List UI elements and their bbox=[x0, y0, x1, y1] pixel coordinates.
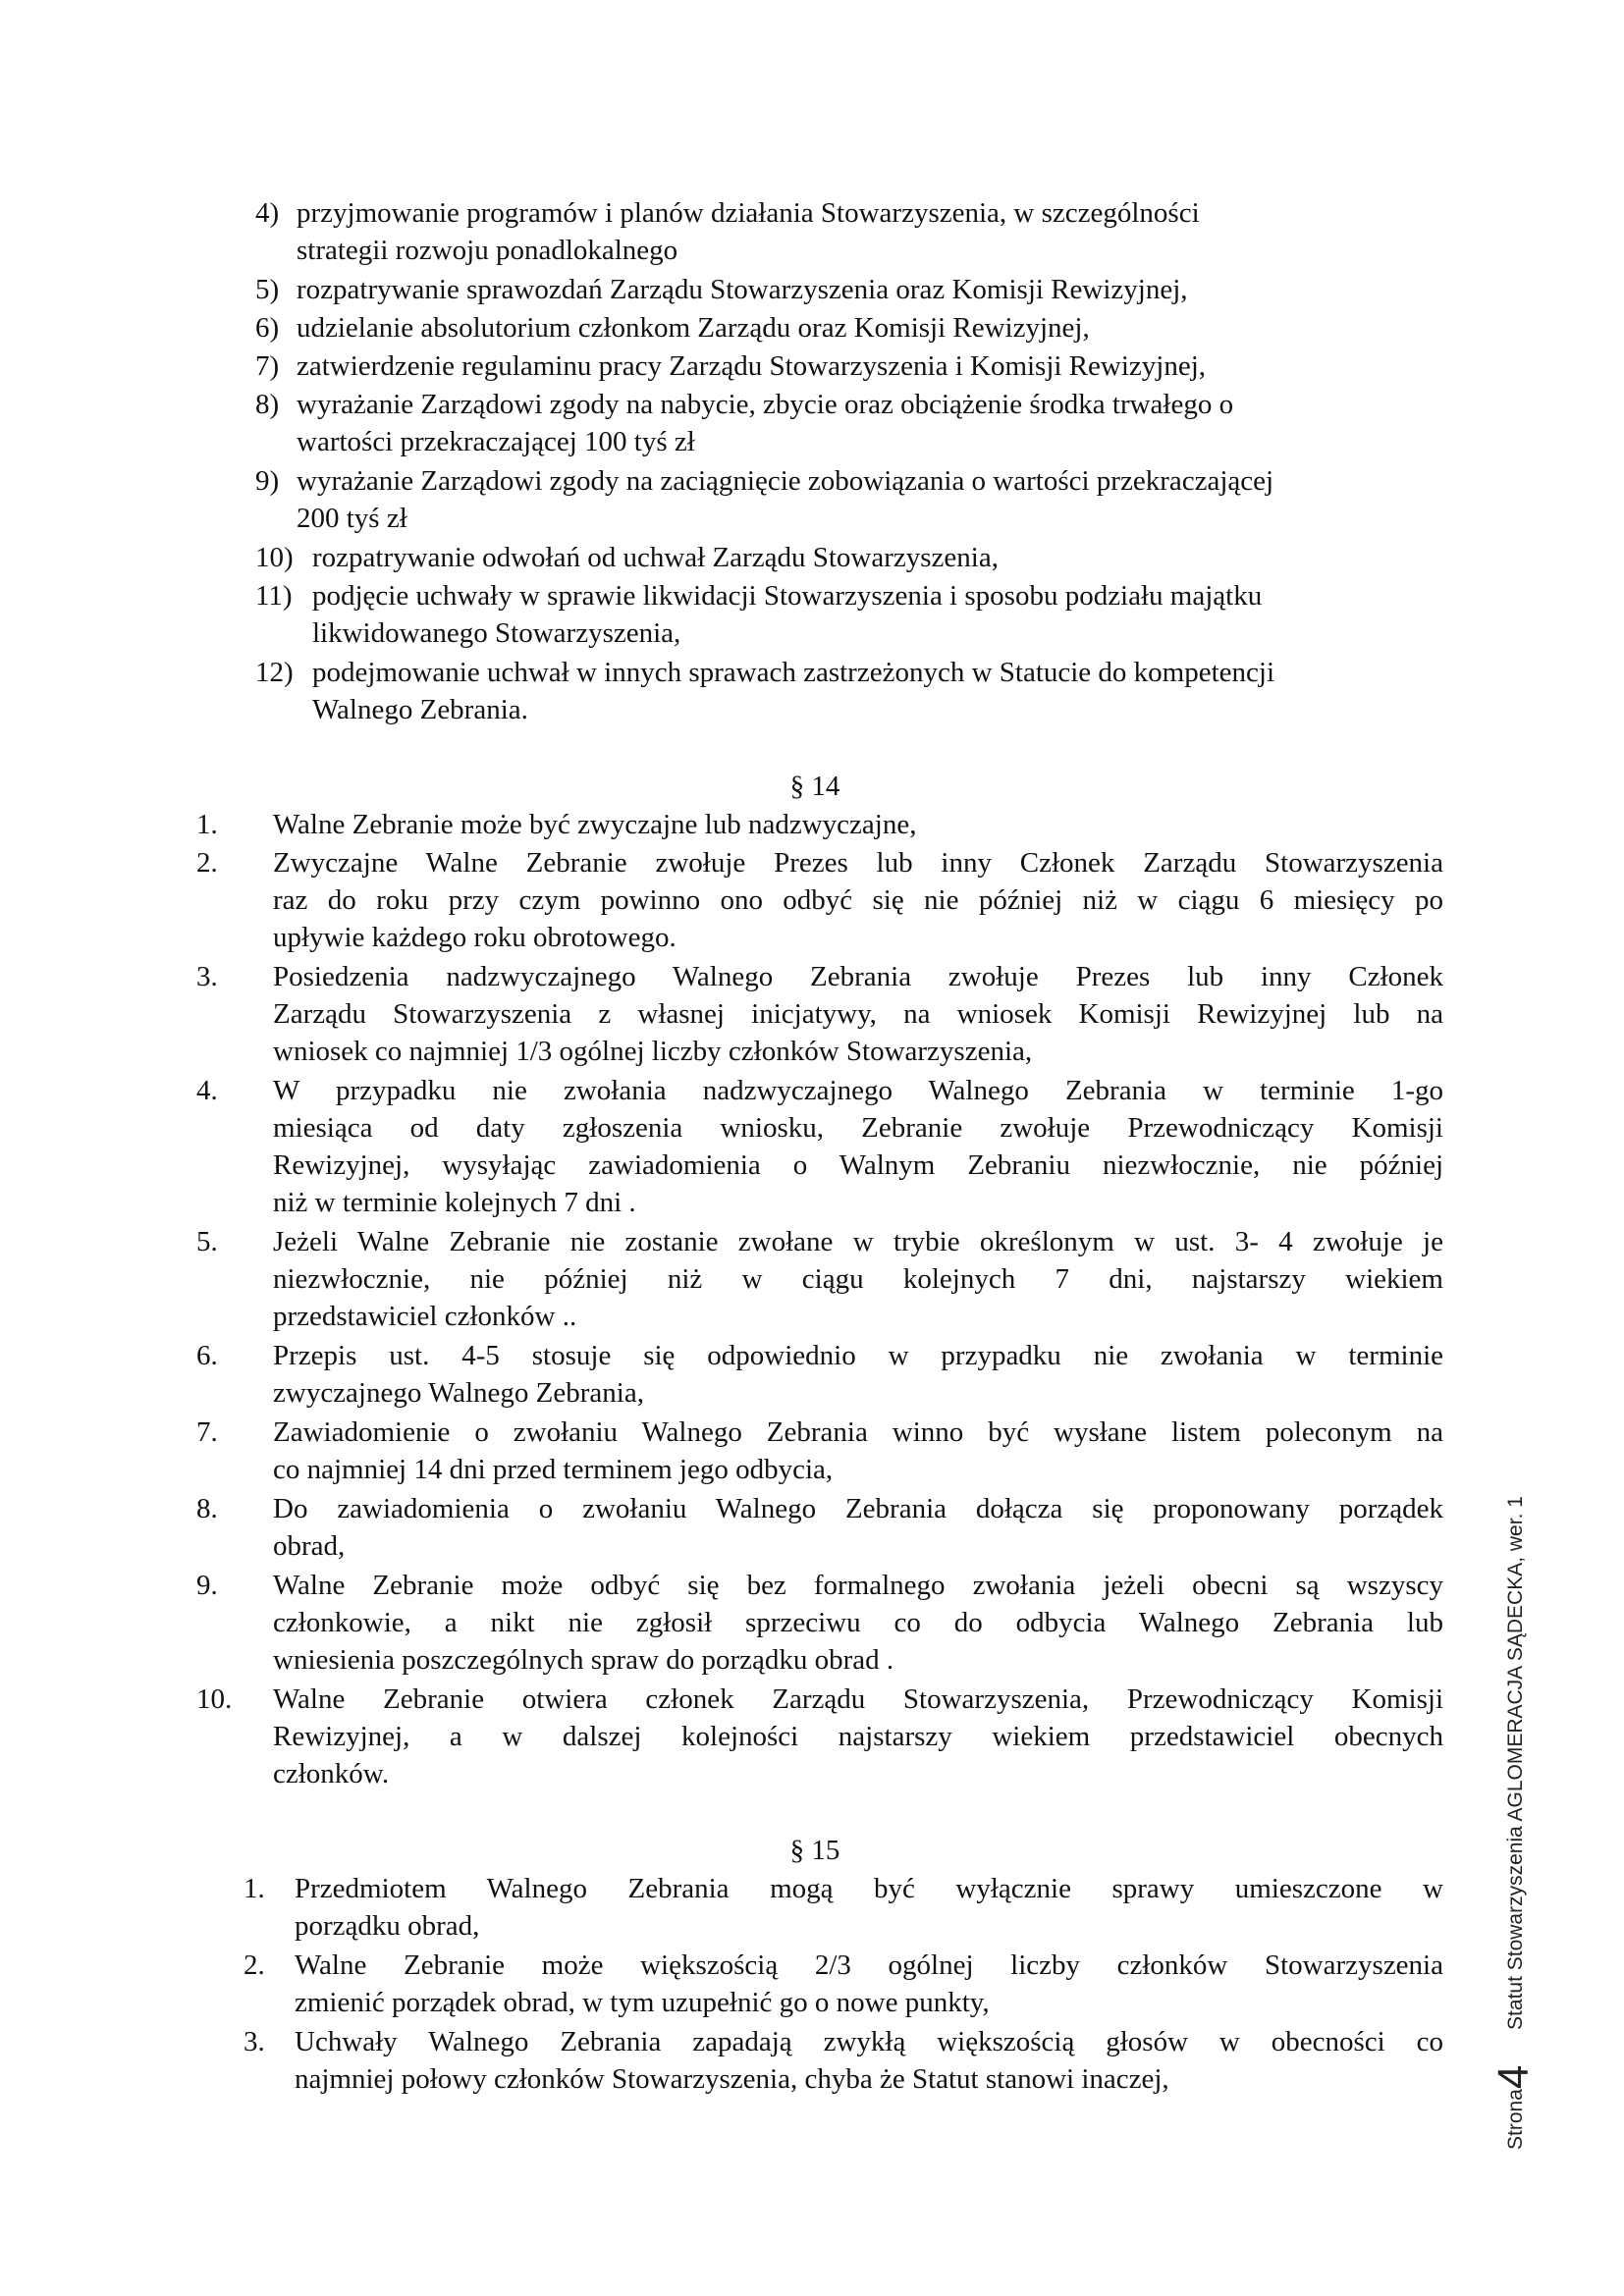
list-item-number: 7) bbox=[255, 350, 280, 382]
list-item-text: najmniej połowy członków Stowarzyszenia, chyba że Statut stanowi inaczej, bbox=[295, 2063, 1169, 2095]
list-item-text: Walnego Zebrania. bbox=[312, 694, 528, 725]
list-item-text: upływie każdego roku obrotowego. bbox=[273, 922, 677, 953]
list-item-text: niezwłocznie, nie później niż w ciągu kolejnych 7 dni, najstarszy wiekiem bbox=[273, 1263, 1443, 1295]
list-item-number: 2. bbox=[196, 847, 218, 879]
list-item-text: Jeżeli Walne Zebranie nie zostanie zwołane w trybie określonym w ust. 3- 4 zwołuje je bbox=[273, 1226, 1443, 1257]
list-item-text: Walne Zebranie otwiera członek Zarządu Stowarzyszenia, Przewodniczący Komisji bbox=[273, 1683, 1443, 1715]
list-item-number: 3. bbox=[244, 2026, 265, 2057]
list-item-text: raz do roku przy czym powinno ono odbyć się nie później niż w ciągu 6 miesięcy po bbox=[273, 884, 1443, 916]
list-item-number: 9. bbox=[196, 1570, 218, 1601]
list-item-text: W przypadku nie zwołania nadzwyczajnego Walnego Zebrania w terminie 1-go bbox=[273, 1075, 1443, 1106]
list-item-text: zatwierdzenie regulaminu pracy Zarządu Stowarzyszenia i Komisji Rewizyjnej, bbox=[297, 350, 1207, 382]
list-item-text: udzielanie absolutorium członkom Zarządu oraz Komisji Rewizyjnej, bbox=[297, 312, 1090, 344]
list-item-text: przedstawiciel członków .. bbox=[273, 1301, 577, 1332]
list-item-text: Rewizyjnej, a w dalszej kolejności najstarszy wiekiem przedstawiciel obecnych bbox=[273, 1721, 1443, 1752]
list-item-text: wniosek co najmniej 1/3 ogólnej liczby członków Stowarzyszenia, bbox=[273, 1036, 1033, 1067]
list-item-number: 8. bbox=[196, 1493, 218, 1524]
page-label: Strona bbox=[1504, 2089, 1527, 2150]
list-item-text: Do zawiadomienia o zwołaniu Walnego Zebrania dołącza się proponowany porządek bbox=[273, 1493, 1443, 1524]
list-item-number: 5. bbox=[196, 1226, 218, 1257]
list-item-text: 200 tyś zł bbox=[297, 503, 407, 534]
list-item-text: co najmniej 14 dni przed terminem jego odbycia, bbox=[273, 1454, 834, 1485]
list-item-number: 12) bbox=[255, 657, 294, 688]
list-item-text: wartości przekraczającej 100 tyś zł bbox=[297, 426, 695, 457]
section-14-heading: § 14 bbox=[789, 771, 840, 802]
list-item-text: Zawiadomienie o zwołaniu Walnego Zebrania winno być wysłane listem poleconym na bbox=[273, 1416, 1443, 1448]
list-item-text: Uchwały Walnego Zebrania zapadają zwykłą większością głosów w obecności co bbox=[295, 2026, 1443, 2057]
list-item-text: porządku obrad, bbox=[295, 1910, 480, 1942]
list-item-text: podjęcie uchwały w sprawie likwidacji Stowarzyszenia i sposobu podziału majątku bbox=[312, 580, 1263, 612]
list-item-text: Walne Zebranie może odbyć się bez formalnego zwołania jeżeli obecni są wszyscy bbox=[273, 1570, 1443, 1601]
document-name: Statut Stowarzyszenia AGLOMERACJA SĄDECKA, wer. 1 bbox=[1504, 1496, 1527, 2030]
list-item-text: Rewizyjnej, wysyłając zawiadomienia o Walnym Zebraniu niezwłocznie, nie później bbox=[273, 1149, 1443, 1181]
list-item-text: członków. bbox=[273, 1758, 390, 1789]
list-item-text: Posiedzenia nadzwyczajnego Walnego Zebrania zwołuje Prezes lub inny Członek bbox=[273, 961, 1443, 992]
list-item-text: Zwyczajne Walne Zebranie zwołuje Prezes lub inny Członek Zarządu Stowarzyszenia bbox=[273, 847, 1443, 879]
list-item-text: strategii rozwoju ponadlokalnego bbox=[297, 235, 678, 266]
list-item-text: Przepis ust. 4-5 stosuje się odpowiednio w przypadku nie zwołania w terminie bbox=[273, 1340, 1443, 1371]
list-item-number: 4) bbox=[255, 197, 280, 229]
list-item-number: 10) bbox=[255, 542, 294, 573]
list-item-text: zmienić porządek obrad, w tym uzupełnić go o nowe punkty, bbox=[295, 1987, 990, 2018]
list-item-number: 9) bbox=[255, 465, 280, 497]
list-item-number: 6) bbox=[255, 312, 280, 344]
list-item-number: 4. bbox=[196, 1075, 218, 1106]
list-item-text: Walne Zebranie może większością 2/3 ogólnej liczby członków Stowarzyszenia bbox=[295, 1949, 1443, 1981]
list-item-text: wyrażanie Zarządowi zgody na nabycie, zbycie oraz obciążenie środka trwałego o bbox=[297, 389, 1234, 420]
list-item-text: zwyczajnego Walnego Zebrania, bbox=[273, 1377, 644, 1409]
list-item-number: 5) bbox=[255, 274, 280, 305]
list-item-text: likwidowanego Stowarzyszenia, bbox=[312, 617, 681, 649]
list-item-number: 8) bbox=[255, 389, 280, 420]
section-15-heading: § 15 bbox=[789, 1835, 840, 1866]
list-item-text: Przedmiotem Walnego Zebrania mogą być wyłącznie sprawy umieszczone w bbox=[295, 1873, 1443, 1904]
list-item-number: 3. bbox=[196, 961, 218, 992]
list-item-text: Zarządu Stowarzyszenia z własnej inicjatywy, na wniosek Komisji Rewizyjnej lub na bbox=[273, 998, 1443, 1030]
list-item-number: 6. bbox=[196, 1340, 218, 1371]
list-item-text: rozpatrywanie sprawozdań Zarządu Stowarzyszenia oraz Komisji Rewizyjnej, bbox=[297, 274, 1188, 305]
list-item-text: podejmowanie uchwał w innych sprawach zastrzeżonych w Statucie do kompetencji bbox=[312, 657, 1275, 688]
list-item-number: 11) bbox=[255, 580, 293, 612]
list-item-text: wniesienia poszczególnych spraw do porządku obrad . bbox=[273, 1644, 894, 1676]
list-item-text: przyjmowanie programów i planów działania Stowarzyszenia, w szczególności bbox=[297, 197, 1200, 229]
list-item-text: członkowie, a nikt nie zgłosił sprzeciwu co do odbycia Walnego Zebrania lub bbox=[273, 1607, 1443, 1638]
list-item-number: 2. bbox=[244, 1949, 265, 1981]
list-item-text: rozpatrywanie odwołań od uchwał Zarządu Stowarzyszenia, bbox=[312, 542, 999, 573]
list-item-number: 1. bbox=[196, 809, 218, 840]
list-item-number: 1. bbox=[244, 1873, 265, 1904]
list-item-text: obrad, bbox=[273, 1530, 346, 1562]
list-item-text: wyrażanie Zarządowi zgody na zaciągnięcie zobowiązania o wartości przekraczającej bbox=[297, 465, 1274, 497]
page-number: 4 bbox=[1489, 2064, 1538, 2090]
list-item-text: niż w terminie kolejnych 7 dni . bbox=[273, 1187, 636, 1218]
list-item-text: Walne Zebranie może być zwyczajne lub nadzwyczajne, bbox=[273, 809, 917, 840]
list-item-text: miesiąca od daty zgłoszenia wniosku, Zebranie zwołuje Przewodniczący Komisji bbox=[273, 1112, 1443, 1144]
page-footer bbox=[1489, 1325, 1538, 2150]
list-item-number: 7. bbox=[196, 1416, 218, 1448]
list-item-number: 10. bbox=[196, 1683, 233, 1715]
